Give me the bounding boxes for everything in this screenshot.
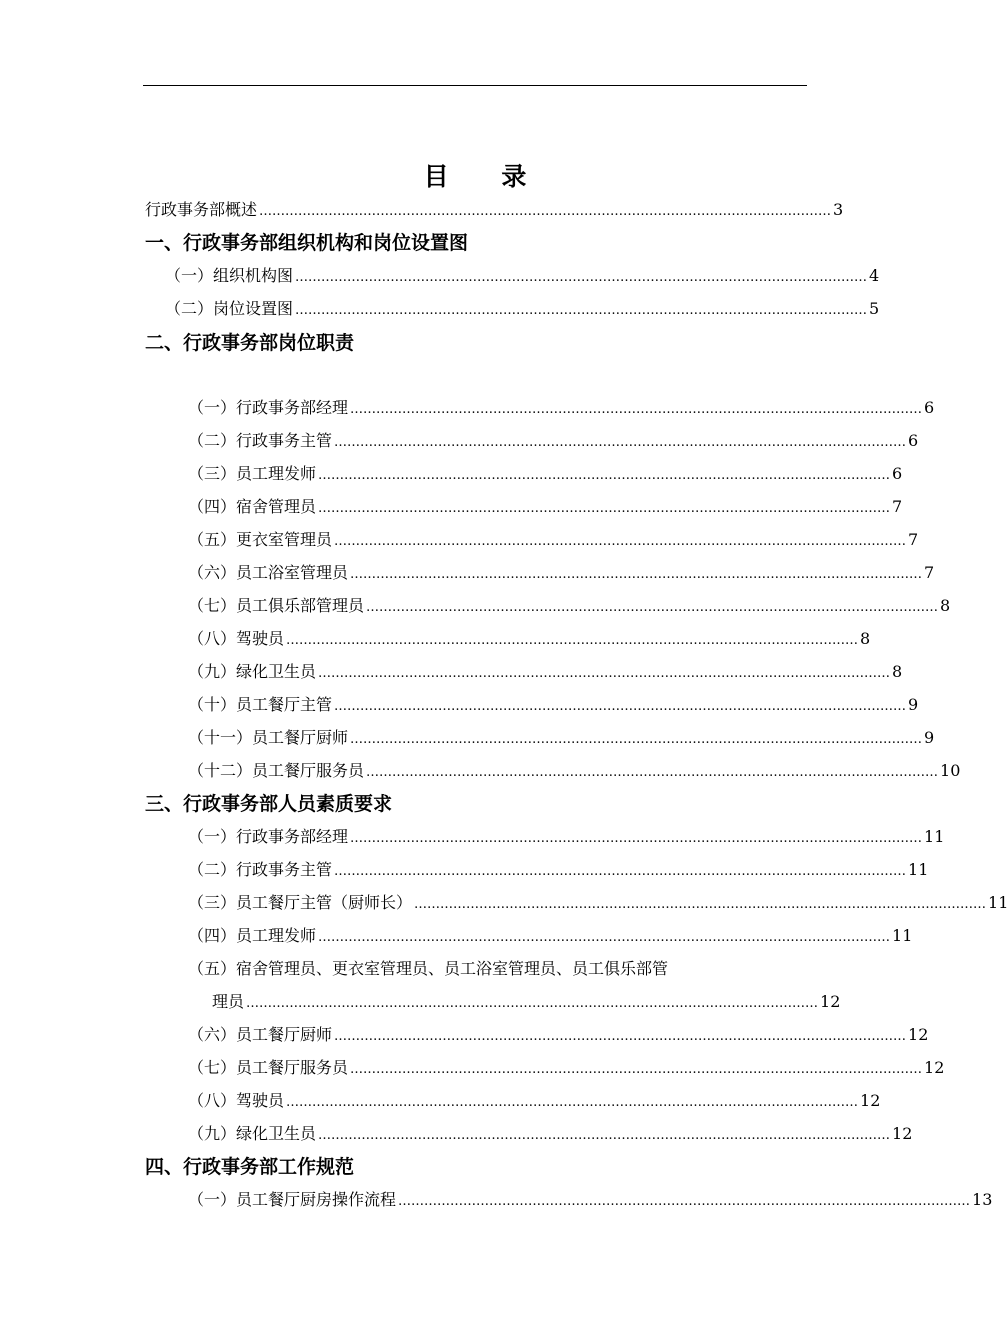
toc-entry-page: 6	[892, 464, 903, 483]
toc-entry-text: （一）行政事务部经理	[188, 398, 349, 417]
toc-entry-page: 3	[833, 200, 844, 219]
toc-entry-overview[interactable]	[145, 199, 844, 223]
leader-dots: ……………………………………………………………………………………………………………………	[366, 765, 939, 780]
toc-entry-page: 4	[869, 266, 880, 285]
toc-entry-page: 13	[972, 1190, 993, 1209]
toc-entry-page: 11	[908, 860, 929, 879]
toc-entry[interactable]	[188, 1123, 913, 1147]
toc-entry[interactable]	[188, 1024, 929, 1048]
leader-dots: ……………………………………………………………………………………………………………………	[366, 600, 939, 615]
toc-entry-text: （二）行政事务主管	[188, 431, 333, 450]
toc-entry[interactable]	[188, 562, 935, 586]
toc-entry-page: 12	[820, 992, 841, 1011]
toc-entry-page: 10	[940, 761, 961, 780]
leader-dots: ……………………………………………………………………………………………………………………	[318, 501, 891, 516]
leader-dots: ……………………………………………………………………………………………………………………	[286, 633, 859, 648]
toc-entry[interactable]	[188, 1057, 945, 1081]
toc-entry-page: 12	[860, 1091, 881, 1110]
toc-entry-text: （四）宿舍管理员	[188, 497, 317, 516]
leader-dots: ……………………………………………………………………………………………………………………	[414, 897, 987, 912]
toc-entry-text: （八）驾驶员	[188, 1091, 285, 1110]
toc-entry[interactable]	[188, 859, 929, 883]
toc-entry-page: 8	[940, 596, 951, 615]
toc-entry[interactable]	[188, 694, 919, 718]
toc-entry-text: （三）员工餐厅主管（厨师长）	[188, 893, 413, 912]
leader-dots: ……………………………………………………………………………………………………………………	[334, 699, 907, 714]
leader-dots: ……………………………………………………………………………………………………………………	[295, 270, 868, 285]
toc-entry-text: （一）组织机构图	[165, 266, 294, 285]
toc-entry-page: 8	[860, 629, 871, 648]
toc-entry-text: （六）员工浴室管理员	[188, 563, 349, 582]
toc-entry-text: （十一）员工餐厅厨师	[188, 728, 349, 747]
toc-entry[interactable]	[188, 826, 945, 850]
toc-entry[interactable]	[188, 892, 1008, 916]
toc-entry[interactable]	[188, 661, 903, 685]
toc-entry-page: 7	[924, 563, 935, 582]
toc-entry[interactable]	[165, 265, 880, 289]
leader-dots: ……………………………………………………………………………………………………………………	[259, 204, 832, 219]
toc-entry-text: （六）员工餐厅厨师	[188, 1025, 333, 1044]
toc-entry-text: 理员	[212, 992, 245, 1011]
toc-entry-text: （四）员工理发师	[188, 926, 317, 945]
toc-entry-page: 12	[908, 1025, 929, 1044]
toc-entry-page: 8	[892, 662, 903, 681]
toc-entry-page: 11	[924, 827, 945, 846]
toc-entry[interactable]	[188, 727, 935, 751]
toc-entry-text: （三）员工理发师	[188, 464, 317, 483]
toc-entry-text: （二）岗位设置图	[165, 299, 294, 318]
toc-entry-text-wrapped[interactable]: （五）宿舍管理员、更衣室管理员、员工浴室管理员、员工俱乐部管	[188, 959, 669, 978]
toc-entry-page: 11	[892, 926, 913, 945]
toc-entry-page: 12	[924, 1058, 945, 1077]
toc-entry-continuation[interactable]	[212, 991, 841, 1015]
toc-entry[interactable]	[188, 595, 951, 619]
toc-entry-page: 7	[892, 497, 903, 516]
toc-entry-text: （十二）员工餐厅服务员	[188, 761, 365, 780]
toc-entry[interactable]	[188, 397, 935, 421]
toc-entry-text: （一）行政事务部经理	[188, 827, 349, 846]
toc-entry-page: 12	[892, 1124, 913, 1143]
toc-entry-text: （五）更衣室管理员	[188, 530, 333, 549]
toc-entry[interactable]	[188, 628, 871, 652]
section-heading[interactable]: 三、行政事务部人员素质要求	[145, 793, 393, 815]
toc-entry-text: （九）绿化卫生员	[188, 662, 317, 681]
leader-dots: ……………………………………………………………………………………………………………………	[318, 1128, 891, 1143]
leader-dots: ……………………………………………………………………………………………………………………	[334, 1029, 907, 1044]
section-heading[interactable]: 一、行政事务部组织机构和岗位设置图	[145, 232, 469, 254]
toc-entry[interactable]	[188, 1189, 993, 1213]
leader-dots: ……………………………………………………………………………………………………………………	[350, 567, 923, 582]
toc-entry[interactable]	[188, 760, 961, 784]
leader-dots: ……………………………………………………………………………………………………………………	[286, 1095, 859, 1110]
toc-entry-text: （八）驾驶员	[188, 629, 285, 648]
toc-entry[interactable]	[188, 496, 903, 520]
toc-entry-page: 11	[988, 893, 1008, 912]
toc-title: 目 录	[423, 162, 549, 191]
leader-dots: ……………………………………………………………………………………………………………………	[334, 435, 907, 450]
toc-entry[interactable]	[188, 529, 919, 553]
toc-entry-text: （一）员工餐厅厨房操作流程	[188, 1190, 397, 1209]
leader-dots: ……………………………………………………………………………………………………………………	[295, 303, 868, 318]
leader-dots: ……………………………………………………………………………………………………………………	[350, 1062, 923, 1077]
leader-dots: ……………………………………………………………………………………………………………………	[350, 831, 923, 846]
section-heading[interactable]: 四、行政事务部工作规范	[145, 1156, 355, 1178]
leader-dots: ……………………………………………………………………………………………………………………	[334, 534, 907, 549]
leader-dots: ……………………………………………………………………………………………………………………	[318, 666, 891, 681]
section-heading[interactable]: 二、行政事务部岗位职责	[145, 332, 355, 354]
leader-dots: ……………………………………………………………………………………………………………………	[318, 930, 891, 945]
toc-entry-text: （七）员工俱乐部管理员	[188, 596, 365, 615]
toc-entry[interactable]	[188, 925, 913, 949]
toc-entry[interactable]	[188, 430, 919, 454]
toc-entry-page: 6	[908, 431, 919, 450]
header-rule	[143, 85, 807, 86]
toc-entry-page: 6	[924, 398, 935, 417]
leader-dots: ……………………………………………………………………………………………………………………	[334, 864, 907, 879]
leader-dots: ……………………………………………………………………………………………………………………	[398, 1194, 971, 1209]
toc-entry[interactable]	[188, 463, 903, 487]
toc-entry-text: （二）行政事务主管	[188, 860, 333, 879]
toc-entry-page: 9	[924, 728, 935, 747]
toc-entry-page: 7	[908, 530, 919, 549]
toc-entry-text: （十）员工餐厅主管	[188, 695, 333, 714]
toc-entry-page: 5	[869, 299, 880, 318]
toc-entry[interactable]	[188, 1090, 881, 1114]
toc-entry-text: （七）员工餐厅服务员	[188, 1058, 349, 1077]
toc-entry-text: 行政事务部概述	[145, 200, 258, 219]
toc-entry-page: 9	[908, 695, 919, 714]
toc-entry-text: （九）绿化卫生员	[188, 1124, 317, 1143]
leader-dots: ……………………………………………………………………………………………………………………	[350, 732, 923, 747]
leader-dots: ……………………………………………………………………………………………………………………	[350, 402, 923, 417]
leader-dots: ……………………………………………………………………………………………………………………	[246, 996, 819, 1011]
toc-entry[interactable]	[165, 298, 880, 322]
leader-dots: ……………………………………………………………………………………………………………………	[318, 468, 891, 483]
